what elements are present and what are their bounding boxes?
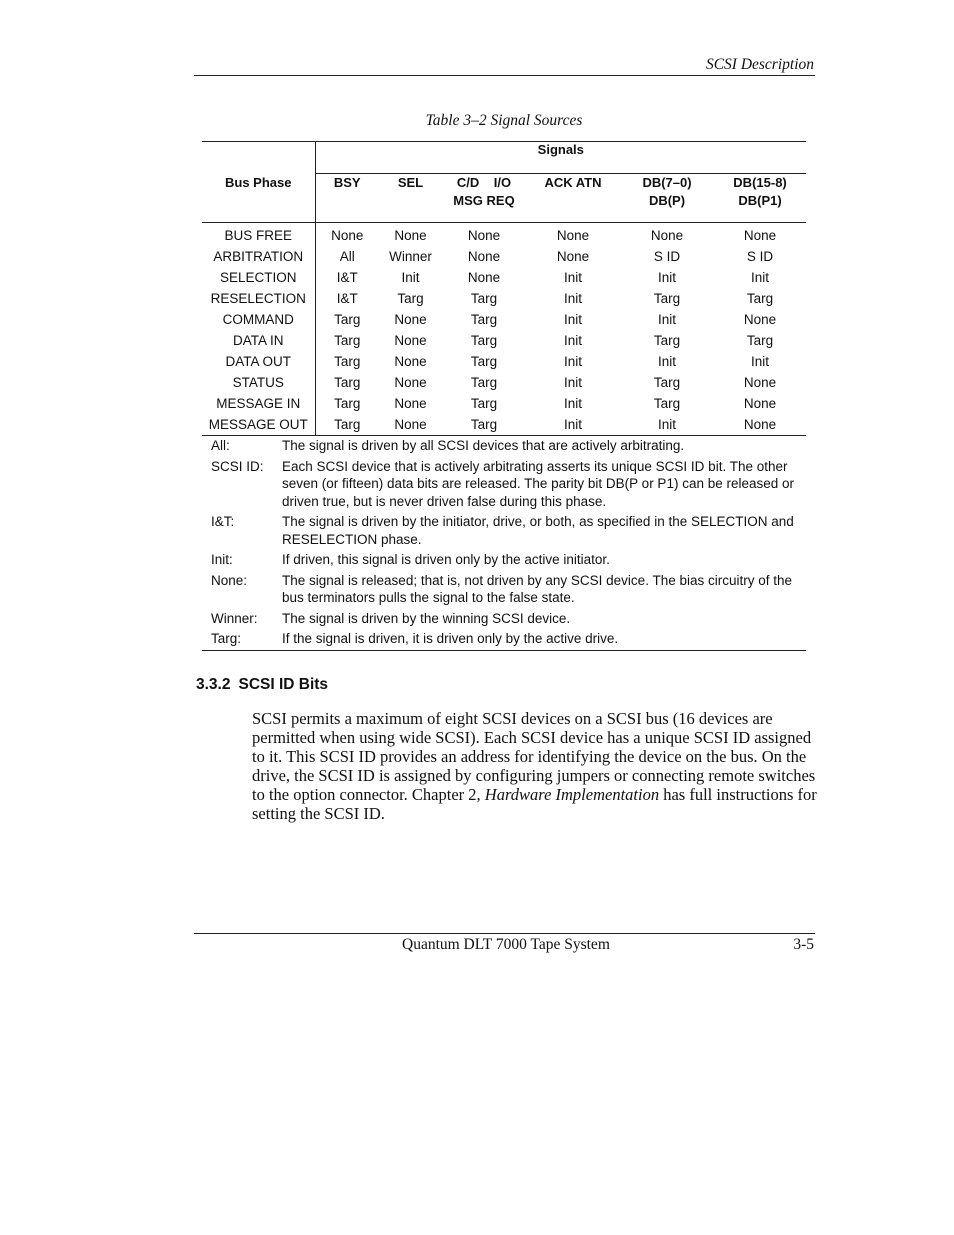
bus-phase-cell: STATUS: [202, 372, 315, 393]
column-header-line1: BSY: [333, 175, 361, 190]
table-cell: Targ: [470, 333, 498, 348]
column-header: [620, 174, 714, 223]
table-cell: Init: [620, 414, 714, 436]
paragraph-text: SCSI permits a maximum of eight SCSI devices on a SCSI bus (16 devices are permitted when using wide SCSI). Each SCSI device has a unique SCSI ID assigned to it. This SCSI ID provides an address for identifying the device on the bus. On the drive, the SCSI ID is assigned by configuring jumpers or connecting remote switches to the option connector. Chapter 2,: [252, 709, 816, 804]
table-cell: None: [743, 228, 777, 243]
paragraph-text-end: has full instructions for setting the SCSI ID.: [252, 785, 817, 823]
note-term: Targ:: [211, 631, 242, 646]
bus-phase-cell: DATA IN: [202, 330, 315, 351]
table-cell: Init: [401, 270, 420, 285]
table-note: [202, 513, 806, 548]
table-cell: None: [714, 414, 806, 436]
note-term: Init:: [211, 552, 233, 567]
body-paragraph: [252, 709, 818, 823]
table-row: [202, 267, 806, 288]
table-cell: None: [743, 396, 777, 411]
column-header: [202, 174, 315, 223]
table-cell: None: [394, 354, 427, 369]
table-cell: None: [743, 312, 777, 327]
table-cell: Init: [563, 375, 582, 390]
table-cell: Targ: [470, 312, 498, 327]
table-cell: Targ: [315, 414, 379, 436]
table-cell: Init: [563, 291, 582, 306]
bus-phase-cell: RESELECTION: [202, 288, 315, 309]
table-cell: None: [394, 333, 427, 348]
section-title: SCSI ID Bits: [238, 676, 329, 693]
bus-phase-cell: ARBITRATION: [202, 246, 315, 267]
table-cell: None: [467, 228, 501, 243]
table-cell: None: [394, 228, 427, 243]
table-cell: Init: [563, 333, 582, 348]
section-number: 3.3.2: [196, 676, 231, 693]
table-cell: Init: [657, 312, 676, 327]
table-cell: All: [339, 249, 355, 264]
table-cell: None: [379, 414, 442, 436]
bus-phase-cell: DATA OUT: [202, 351, 315, 372]
table-cell: None: [556, 228, 590, 243]
table-cell: Targ: [470, 375, 498, 390]
table-cell: Init: [751, 354, 770, 369]
table-cell: None: [743, 375, 777, 390]
note-definition: If the signal is driven, it is driven only by the active drive.: [282, 631, 619, 646]
table-cell: None: [394, 312, 427, 327]
table-row: [202, 246, 806, 267]
table-cell: Targ: [653, 375, 681, 390]
table-cell: Targ: [746, 291, 774, 306]
running-header-title: SCSI Description: [705, 56, 814, 73]
table-row: [202, 414, 806, 436]
table-cell: Init: [563, 270, 582, 285]
bus-phase-cell: MESSAGE OUT: [202, 414, 315, 436]
table-cell: Init: [526, 414, 620, 436]
column-header-line1: C/D I/O: [456, 175, 512, 190]
table-cell: None: [467, 249, 501, 264]
bus-phase-cell: BUS FREE: [202, 223, 315, 247]
running-header: [194, 55, 815, 76]
table-row: [202, 372, 806, 393]
table-caption: Table 3–2 Signal Sources: [425, 112, 583, 129]
table-cell: Targ: [334, 333, 361, 348]
table-corner-cell: [202, 142, 315, 174]
table-cell: Targ: [470, 291, 498, 306]
note-term: All:: [211, 438, 230, 453]
note-definition: The signal is driven by the winning SCSI device.: [282, 610, 571, 626]
table-cell: Init: [657, 270, 676, 285]
bus-phase-cell: SELECTION: [202, 267, 315, 288]
note-definition: The signal is driven by all SCSI devices that are actively arbitrating.: [282, 438, 685, 453]
table-cell: Targ: [442, 414, 526, 436]
note-definition: The signal is released; that is, not driven by any SCSI device. The bias circuitry of the bus terminators pulls the signal to the false state.: [282, 572, 793, 605]
table-row: [202, 309, 806, 330]
chapter-reference: Hardware Implementation: [484, 785, 660, 804]
table-cell: Init: [563, 312, 582, 327]
column-header: [315, 174, 379, 223]
table-note: [202, 458, 806, 511]
column-header: [526, 174, 620, 223]
table-cell: Targ: [470, 354, 498, 369]
table-cell: None: [467, 270, 501, 285]
table-cell: None: [556, 249, 590, 264]
signals-group-header: Signals: [315, 142, 806, 174]
column-header: [442, 174, 526, 223]
note-term: SCSI ID:: [211, 458, 264, 474]
table-row: [202, 288, 806, 309]
table-cell: Init: [657, 354, 676, 369]
table-cell: I&T: [336, 291, 358, 306]
bus-phase-cell: MESSAGE IN: [202, 393, 315, 414]
column-header-line1: ACK ATN: [544, 175, 602, 190]
note-definition: Each SCSI device that is actively arbitrating asserts its unique SCSI ID bit. The other seven (or fifteen) data bits are released. The parity bit DB(P or P1) can be released or driven true, but is never driven false during this phase.: [282, 458, 795, 509]
table-row: [202, 351, 806, 372]
column-header-line1: Bus Phase: [225, 174, 292, 190]
table-note: [202, 551, 806, 569]
table-row: [202, 223, 806, 247]
table-cell: Targ: [334, 375, 361, 390]
column-header: [379, 174, 442, 223]
table-note: [202, 437, 806, 455]
table-cell: None: [394, 396, 427, 411]
table-note: [202, 572, 806, 607]
table-group-header-row: [202, 142, 806, 174]
table-cell: Winner: [389, 249, 432, 264]
table-note: [202, 610, 806, 628]
column-header: [714, 174, 806, 223]
column-header-line1: DB(7–0): [642, 175, 692, 190]
table-cell: I&T: [336, 270, 358, 285]
table-cell: Init: [751, 270, 770, 285]
column-header-line2: DB(P): [648, 193, 686, 208]
note-term: I&T:: [211, 514, 235, 529]
table-cell: Targ: [397, 291, 424, 306]
column-header-line2: DB(P1): [738, 193, 782, 208]
table-cell: Targ: [746, 333, 774, 348]
signal-sources-table: [202, 141, 806, 436]
table-cell: None: [394, 375, 427, 390]
table-cell: Targ: [334, 396, 361, 411]
note-definition: The signal is driven by the initiator, drive, or both, as specified in the SELECTION and RESELECTION phase.: [282, 514, 794, 547]
table-note: [202, 630, 806, 648]
table-cell: Targ: [334, 312, 361, 327]
table-notes: [202, 434, 806, 651]
table-cell: Init: [563, 396, 582, 411]
table-cell: Targ: [653, 333, 681, 348]
column-header-line1: SEL: [397, 175, 424, 190]
table-column-header-row: [202, 174, 806, 223]
section-heading: [196, 676, 328, 694]
table-row: [202, 330, 806, 351]
column-header-line1: DB(15-8): [733, 175, 787, 190]
note-term: None:: [211, 572, 248, 588]
note-term: Winner:: [211, 610, 258, 626]
page-number: 3-5: [793, 936, 814, 953]
note-definition: If driven, this signal is driven only by the active initiator.: [282, 552, 610, 567]
bus-phase-cell: COMMAND: [202, 309, 315, 330]
table-cell: Init: [563, 354, 582, 369]
table-cell: S ID: [653, 249, 681, 264]
table-row: [202, 393, 806, 414]
table-cell: None: [331, 228, 364, 243]
column-header-line2: MSG REQ: [453, 193, 515, 208]
table-cell: Targ: [653, 396, 681, 411]
table-cell: Targ: [653, 291, 681, 306]
table-cell: None: [650, 228, 684, 243]
table-cell: Targ: [334, 354, 361, 369]
table-cell: Targ: [470, 396, 498, 411]
footer-title: Quantum DLT 7000 Tape System: [402, 936, 610, 953]
table-cell: S ID: [746, 249, 774, 264]
page-footer: [194, 933, 815, 960]
